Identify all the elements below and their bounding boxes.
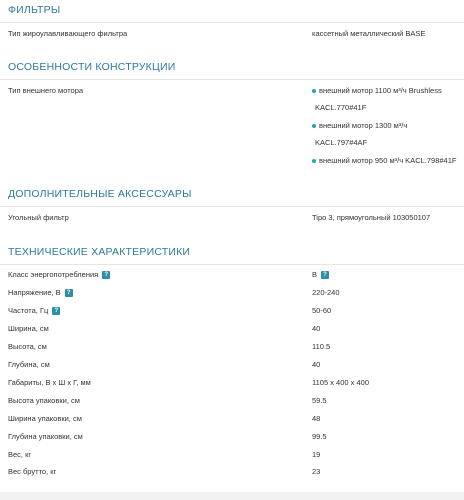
- section-title-specs: ТЕХНИЧЕСКИЕ ХАРАКТЕРИСТИКИ: [8, 246, 191, 258]
- spec-label-voltage: [8, 288, 73, 297]
- spec-value-dimensions: 1105 x 400 x 400: [312, 378, 369, 387]
- spec-label-gross-weight: Вес брутто, кг: [8, 467, 57, 476]
- section-divider: [0, 22, 464, 23]
- motor-option-1-code: KACL.770#41F: [315, 103, 367, 112]
- spec-label-package-depth: Глубина упаковки, см: [8, 432, 83, 441]
- section-title-construction: ОСОБЕННОСТИ КОНСТРУКЦИИ: [8, 61, 176, 73]
- spec-label-height: Высота, см: [8, 342, 47, 351]
- spec-value-voltage: 220-240: [312, 288, 340, 297]
- bullet-icon: [312, 124, 316, 128]
- motor-option-2-code: KACL.797#4AF: [315, 138, 368, 147]
- spec-label-text: Напряжение, В: [8, 288, 61, 297]
- spec-value-filter-type: кассетный металлический BASE: [312, 29, 426, 38]
- spec-label-weight: Вес, кг: [8, 450, 32, 459]
- spec-label-depth: Глубина, см: [8, 360, 50, 369]
- spec-value-weight: 19: [312, 450, 321, 459]
- spec-value-package-width: 48: [312, 414, 321, 423]
- section-title-filters: ФИЛЬТРЫ: [8, 4, 61, 16]
- spec-value-depth: 40: [312, 360, 321, 369]
- spec-value-energy-class: [312, 270, 329, 279]
- spec-label-carbon-filter: Угольный фильтр: [8, 213, 69, 222]
- bullet-icon: [312, 89, 316, 93]
- spec-value-width: 40: [312, 324, 321, 333]
- spec-label-energy-class: [8, 270, 110, 279]
- help-icon[interactable]: ?: [102, 271, 110, 279]
- spec-label-width: Ширина, см: [8, 324, 49, 333]
- help-icon[interactable]: ?: [321, 271, 329, 279]
- spec-label-motor-type: Тип внешнего мотора: [8, 86, 84, 95]
- help-icon[interactable]: ?: [65, 289, 73, 297]
- spec-value-text: B: [312, 270, 318, 279]
- motor-option-1: [312, 86, 442, 95]
- motor-option-2: [312, 121, 407, 130]
- spec-label-package-height: Высота упаковки, см: [8, 396, 80, 405]
- motor-option-3: [312, 156, 456, 165]
- bullet-icon: [312, 159, 316, 163]
- spec-label-package-width: Ширина упаковки, см: [8, 414, 82, 423]
- section-divider: [0, 264, 464, 265]
- spec-label-filter-type: Тип жироулавливающего фильтра: [8, 29, 128, 38]
- motor-option-text: внешний мотор 950 м³/ч KACL.798#41F: [319, 156, 457, 165]
- motor-option-text: внешний мотор 1100 м³/ч Brushless: [319, 86, 442, 95]
- spec-value-height: 110.5: [312, 342, 331, 351]
- spec-value-package-height: 59.5: [312, 396, 327, 405]
- motor-option-text: внешний мотор 1300 м³/ч: [319, 121, 408, 130]
- spec-label-frequency: [8, 306, 60, 315]
- page-footer-strip: [0, 492, 464, 500]
- spec-value-gross-weight: 23: [312, 467, 321, 476]
- spec-value-package-depth: 99.5: [312, 432, 327, 441]
- section-divider: [0, 206, 464, 207]
- spec-value-frequency: 50-60: [312, 306, 332, 315]
- section-title-accessories: ДОПОЛНИТЕЛЬНЫЕ АКСЕССУАРЫ: [8, 188, 192, 200]
- spec-label-text: Частота, Гц: [8, 306, 49, 315]
- spec-value-carbon-filter: Tipo 3, прямоугольный 103050107: [312, 213, 431, 222]
- spec-label-dimensions: Габариты, В х Ш х Г, мм: [8, 378, 91, 387]
- spec-label-text: Класс энергопотребления: [8, 270, 99, 279]
- help-icon[interactable]: ?: [52, 307, 60, 315]
- section-divider: [0, 79, 464, 80]
